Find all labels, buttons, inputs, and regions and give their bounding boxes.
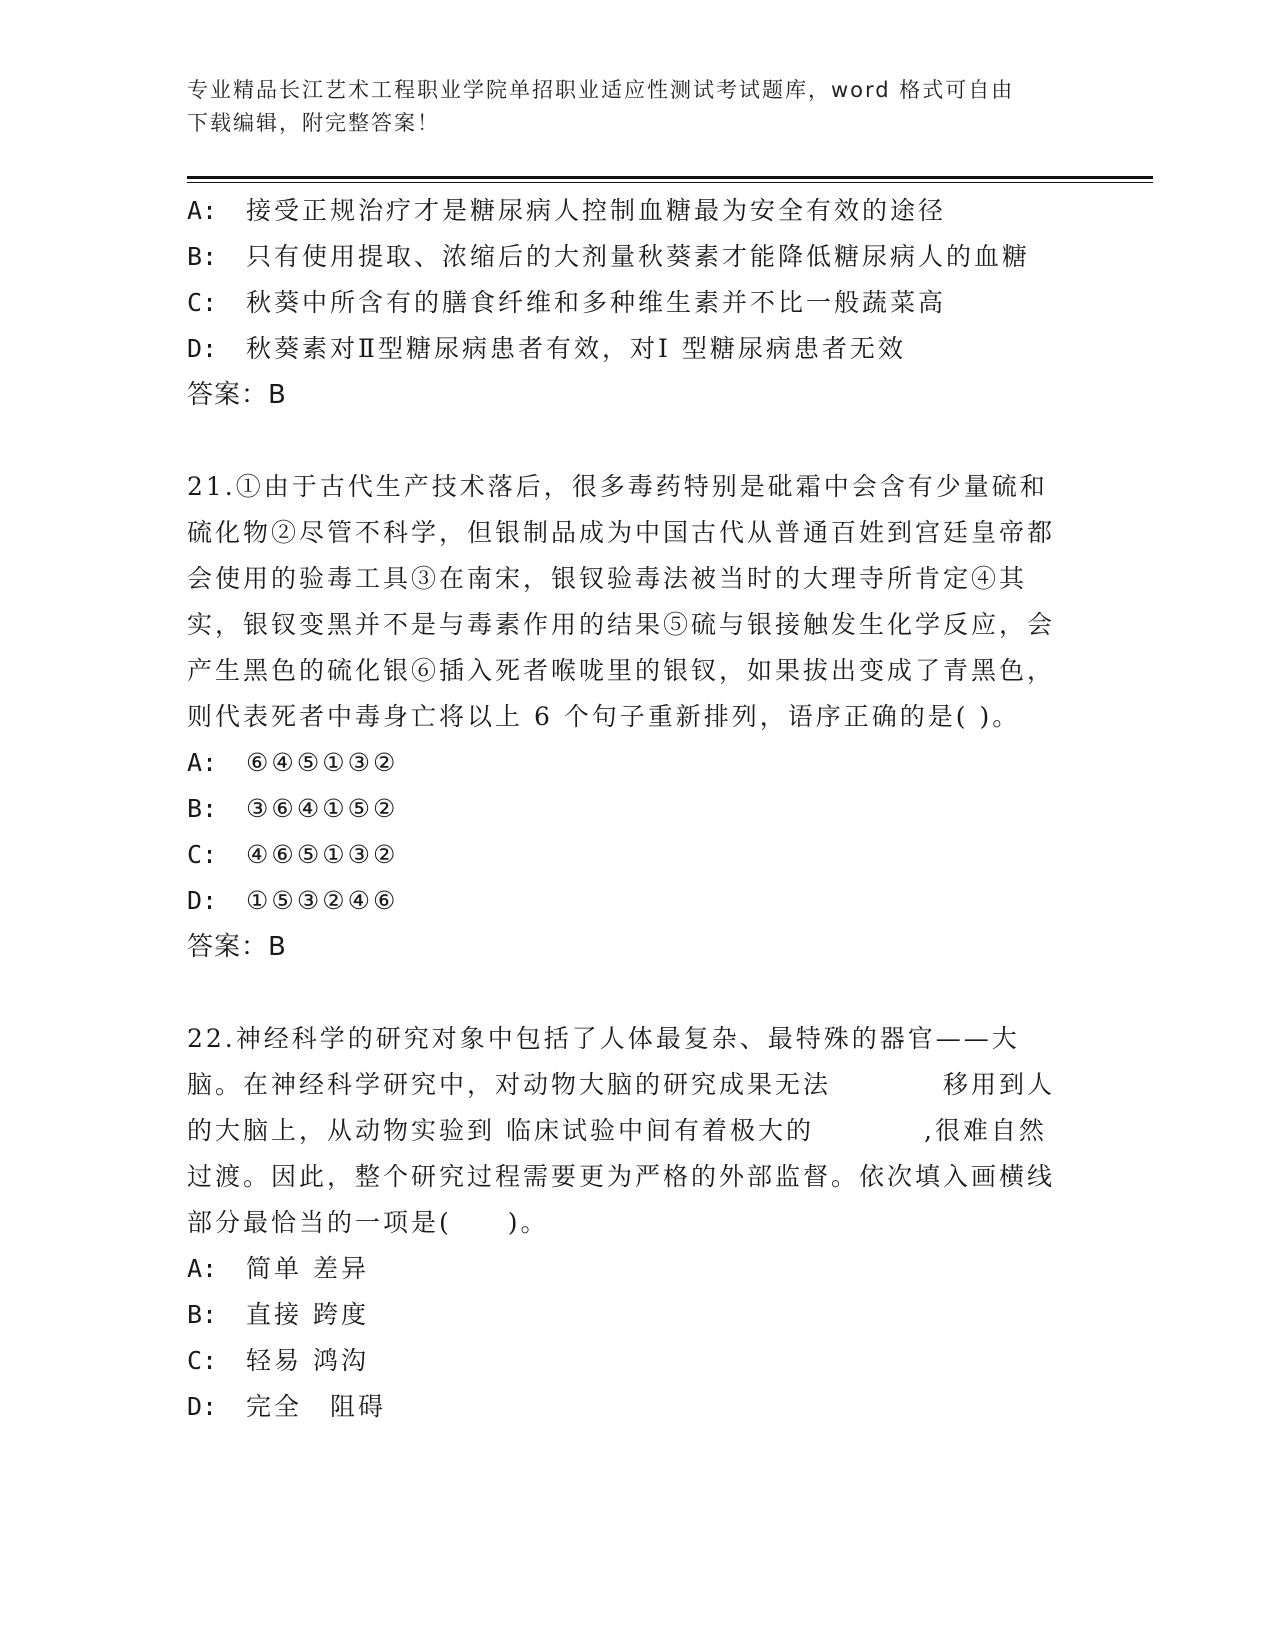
option-text: 只有使用提取、浓缩后的大剂量秋葵素才能降低糖尿病人的血糖 bbox=[246, 242, 1031, 271]
option-key: A: bbox=[187, 748, 218, 777]
option-c bbox=[187, 280, 1087, 326]
option-a bbox=[187, 1246, 1087, 1292]
question-text bbox=[187, 1016, 1067, 1246]
option-key: B: bbox=[187, 794, 218, 823]
option-text: 完全 阻碍 bbox=[246, 1392, 387, 1421]
option-key: C: bbox=[187, 840, 218, 869]
option-a bbox=[187, 740, 1087, 786]
option-key: D: bbox=[187, 886, 218, 915]
header-line-2: 下载编辑，附完整答案！ bbox=[187, 111, 440, 135]
option-key: D: bbox=[187, 1392, 218, 1421]
option-d bbox=[187, 1384, 1087, 1430]
option-text: 简单 差异 bbox=[246, 1254, 369, 1283]
option-d bbox=[187, 878, 1087, 924]
option-b bbox=[187, 234, 1087, 280]
option-text: 轻易 鸿沟 bbox=[246, 1346, 369, 1375]
option-key: C: bbox=[187, 1346, 218, 1375]
option-text: 秋葵素对Ⅱ型糖尿病患者有效，对Ⅰ 型糖尿病患者无效 bbox=[246, 334, 906, 363]
option-key: B: bbox=[187, 242, 218, 271]
question-22 bbox=[187, 1016, 1087, 1430]
option-text: 秋葵中所含有的膳食纤维和多种维生素并不比一般蔬菜高 bbox=[246, 288, 947, 317]
option-key: A: bbox=[187, 196, 218, 225]
option-key: D: bbox=[187, 334, 218, 363]
option-text: ④⑥⑤①③② bbox=[246, 840, 399, 869]
header-line-1: 专业精品长江艺术工程职业学院单招职业适应性测试考试题库，word 格式可自由 bbox=[187, 78, 1015, 102]
option-c bbox=[187, 832, 1087, 878]
option-text: 接受正规治疗才是糖尿病人控制血糖最为安全有效的途径 bbox=[246, 196, 947, 225]
option-b bbox=[187, 786, 1087, 832]
header-rule-thick bbox=[187, 176, 1153, 179]
option-key: C: bbox=[187, 288, 218, 317]
question-21 bbox=[187, 464, 1087, 970]
option-text: ⑥④⑤①③② bbox=[246, 748, 399, 777]
option-text: ①⑤③②④⑥ bbox=[246, 886, 399, 915]
question-text-part-1: 22.神经科学的研究对象中包括了人体最复杂、最特殊的器官——大脑。在神经科学研究中，对动物大脑的研究成果无法 bbox=[187, 1024, 1020, 1099]
option-key: B: bbox=[187, 1300, 218, 1329]
option-text: ③⑥④①⑤② bbox=[246, 794, 399, 823]
question-20-tail bbox=[187, 188, 1087, 418]
header-rule-thin bbox=[187, 182, 1153, 183]
option-b bbox=[187, 1292, 1087, 1338]
question-text-part-2: 移用到人的大脑上，从动物实验到 临床试验中间有着极大的 bbox=[187, 1070, 1056, 1145]
question-text: 21.①由于古代生产技术落后，很多毒药特别是砒霜中会含有少量硫和硫化物②尽管不科学，但银制品成为中国古代从普通百姓到宫廷皇帝都会使用的验毒工具③在南宋，银钗验毒法被当时的大理寺所肯定④其实，银钗变黑并不是与毒素作用的结果⑤硫与银接触发生化学反应，会产生黑色的硫化银⑥插入死者喉咙里的银钗，如果拔出变成了青黑色，则代表死者中毒身亡将以上 6 个句子重新排列，语序正确的是( )。 bbox=[187, 472, 1056, 731]
option-c bbox=[187, 1338, 1087, 1384]
document-body bbox=[187, 188, 1087, 1430]
answer-line: 答案：B bbox=[187, 380, 287, 410]
option-key: A: bbox=[187, 1254, 218, 1283]
option-d bbox=[187, 326, 1087, 372]
option-text: 直接 跨度 bbox=[246, 1300, 369, 1329]
answer-line: 答案：B bbox=[187, 932, 287, 962]
question-text-part-3: ,很难自然过渡。因此，整个研究过程需要更为严格的外部监督。依次填入画横线部分最恰当的一项是( )。 bbox=[187, 1116, 1056, 1237]
document-header bbox=[187, 74, 1067, 140]
option-a bbox=[187, 188, 1087, 234]
